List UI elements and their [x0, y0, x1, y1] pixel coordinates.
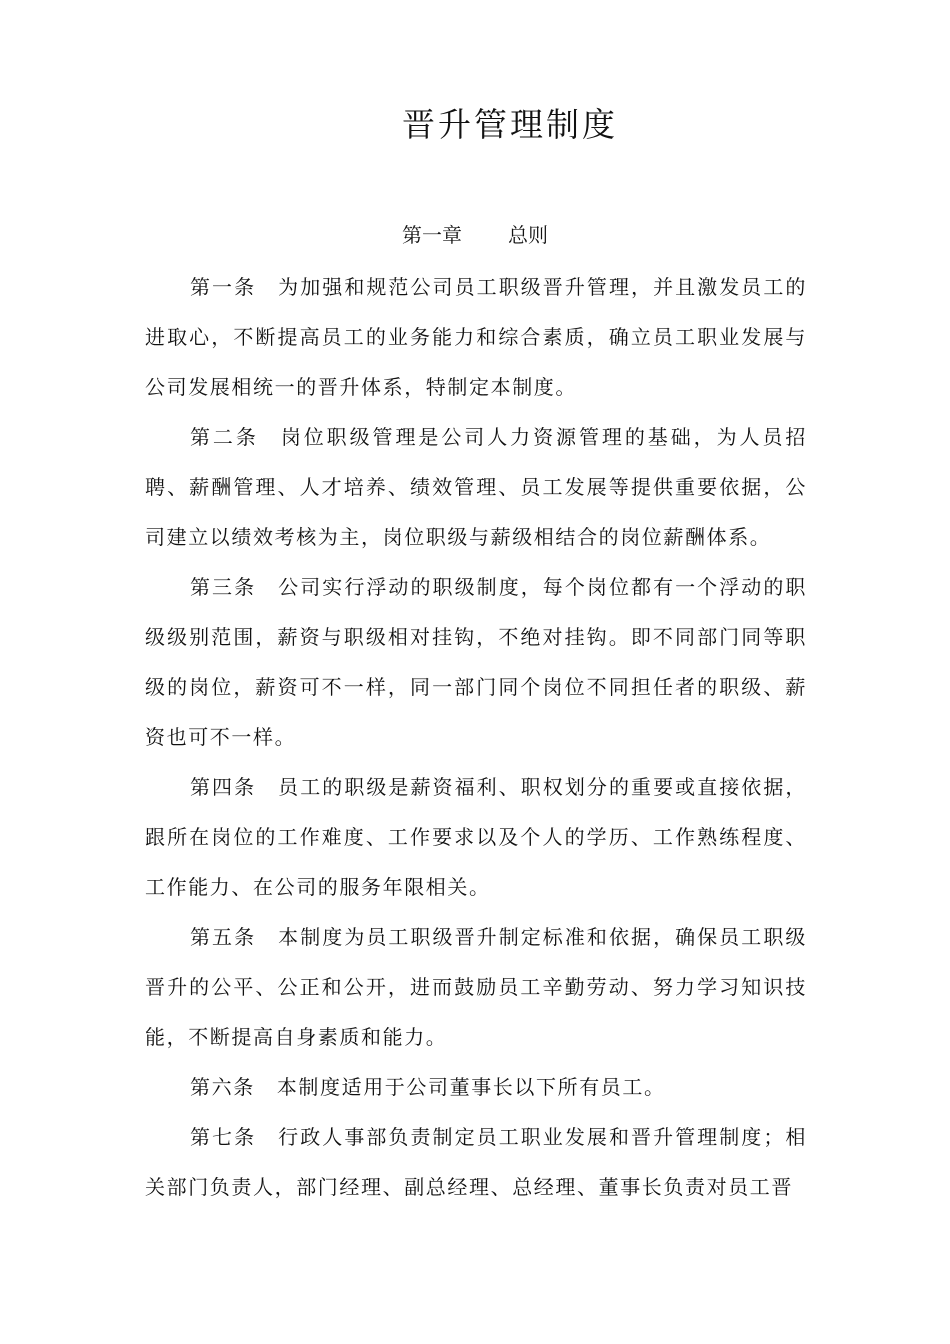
document-body — [145, 262, 807, 1212]
article-2 — [145, 412, 807, 562]
article-4 — [145, 762, 807, 912]
article-1 — [145, 262, 807, 412]
article-number: 第五条 — [190, 925, 257, 949]
article-number: 第四条 — [190, 775, 257, 799]
article-text: 员工的职级是薪资福利、职权划分的重要或直接依据，跟所在岗位的工作难度、工作要求以及个人的学历、工作熟练程度、工作能力、在公司的服务年限相关。 — [145, 775, 807, 899]
article-number: 第三条 — [190, 575, 257, 599]
chapter-heading — [0, 218, 950, 252]
article-number: 第一条 — [190, 275, 257, 299]
article-7 — [145, 1112, 807, 1212]
article-number: 第六条 — [190, 1075, 255, 1099]
article-number: 第七条 — [190, 1125, 257, 1149]
article-5 — [145, 912, 807, 1062]
chapter-name: 总则 — [508, 223, 548, 247]
document-title: 晋升管理制度 — [402, 105, 618, 144]
article-text: 本制度为员工职级晋升制定标准和依据，确保员工职级晋升的公平、公正和公开，进而鼓励员工辛勤劳动、努力学习知识技能，不断提高自身素质和能力。 — [145, 925, 807, 1049]
article-text: 岗位职级管理是公司人力资源管理的基础，为人员招聘、薪酬管理、人才培养、绩效管理、员工发展等提供重要依据，公司建立以绩效考核为主，岗位职级与薪级相结合的岗位薪酬体系。 — [145, 425, 807, 549]
article-3 — [145, 562, 807, 762]
article-text: 公司实行浮动的职级制度，每个岗位都有一个浮动的职级级别范围，薪资与职级相对挂钩，不绝对挂钩。即不同部门同等职级的岗位，薪资可不一样，同一部门同个岗位不同担任者的职级、薪资也可不一样。 — [145, 575, 807, 749]
article-text: 为加强和规范公司员工职级晋升管理，并且激发员工的进取心，不断提高员工的业务能力和综合素质，确立员工职业发展与公司发展相统一的晋升体系，特制定本制度。 — [145, 275, 807, 399]
article-text: 行政人事部负责制定员工职业发展和晋升管理制度；相关部门负责人，部门经理、副总经理、总经理、董事长负责对员工晋 — [145, 1125, 807, 1199]
article-text: 本制度适用于公司董事长以下所有员工。 — [276, 1075, 666, 1099]
article-number: 第二条 — [190, 425, 259, 449]
chapter-number: 第一章 — [402, 223, 462, 247]
article-6 — [145, 1062, 807, 1112]
